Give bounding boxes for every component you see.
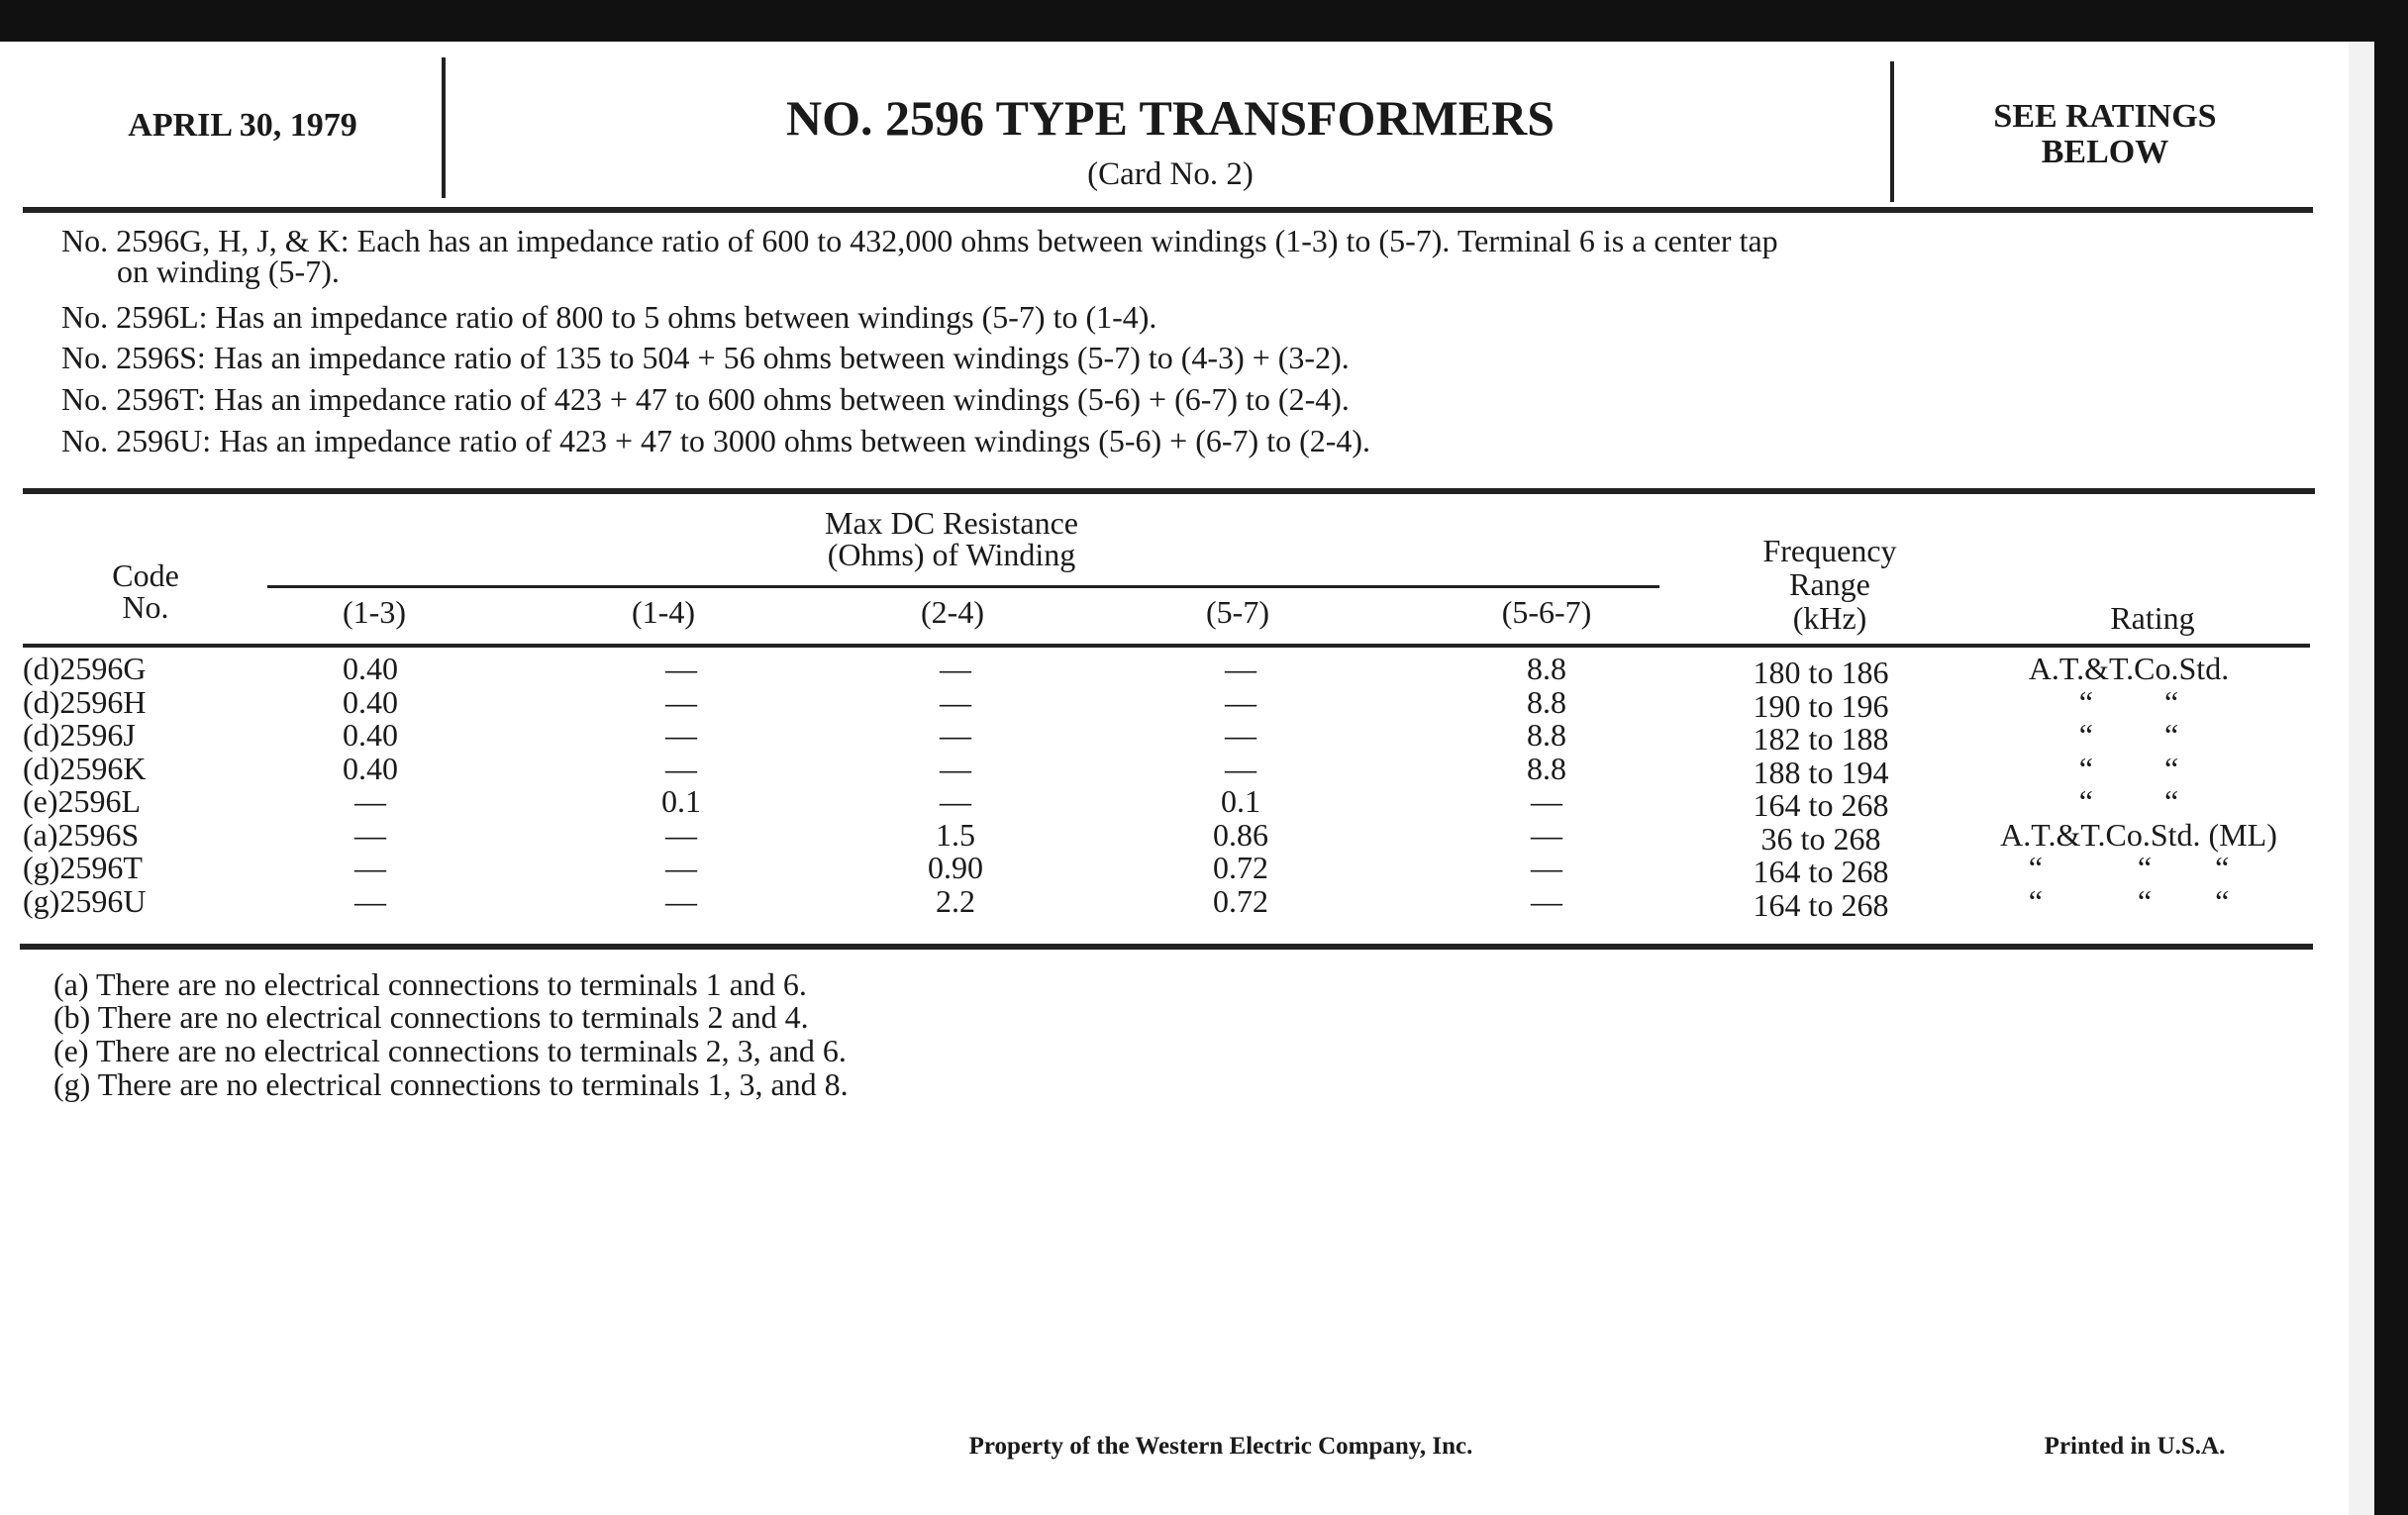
printed-notice: Printed in U.S.A. [2044, 1433, 2226, 1460]
resistance-1-4-cell: — [665, 850, 697, 885]
resistance-5-7-cell: — [1225, 750, 1256, 786]
resistance-5-6-7-cell: 8.8 [1527, 717, 1566, 753]
description-line: No. 2596L: Has an impedance ratio of 800 to 5 ohms between windings (5-7) to (1-4). [61, 299, 1157, 335]
footnote: (e) There are no electrical connections to terminals 2, 3, and 6. [53, 1033, 847, 1068]
frequency-cell: 188 to 194 [1753, 754, 1889, 790]
column-header: (1-3) [343, 594, 406, 630]
frequency-header: Frequency [1762, 533, 1897, 568]
frequency-cell: 164 to 268 [1753, 886, 1889, 923]
column-header: (1-4) [632, 594, 695, 630]
resistance-1-3-cell: 0.40 [343, 683, 398, 720]
code-header: No. [122, 589, 169, 625]
header-divider [442, 57, 446, 198]
code-cell: (d)2596J [23, 717, 136, 753]
resistance-5-6-7-cell: — [1531, 850, 1562, 885]
group-rule [267, 585, 1659, 588]
rating-cell: “ “ [2078, 717, 2179, 753]
resistance-1-4-cell: — [665, 651, 697, 686]
resistance-1-4-cell: — [665, 750, 697, 786]
frequency-cell: 164 to 268 [1753, 854, 1889, 889]
resistance-1-4-cell: — [665, 717, 697, 753]
resistance-5-6-7-cell: — [1531, 783, 1562, 819]
rating-cell: A.T.&T.Co.Std. [2028, 651, 2230, 686]
card-number: (Card No. 2) [1087, 156, 1254, 192]
property-notice: Property of the Western Electric Company, Inc. [968, 1433, 1473, 1460]
code-cell: (g)2596T [23, 850, 143, 885]
section-rule [23, 488, 2315, 494]
header-rule [23, 207, 2313, 213]
scan-border-top [0, 0, 2408, 42]
table-bottom-rule [20, 944, 2313, 950]
resistance-5-6-7-cell: 8.8 [1527, 683, 1566, 720]
resistance-2-4-cell: — [940, 683, 971, 720]
resistance-5-7-cell: 0.72 [1213, 882, 1268, 919]
code-cell: (d)2596K [23, 750, 147, 786]
ratings-note-line: BELOW [2041, 134, 2169, 170]
ratings-note-line: SEE RATINGS [1993, 98, 2217, 135]
resistance-1-3-cell: — [354, 882, 386, 919]
resistance-5-6-7-cell: 8.8 [1527, 651, 1566, 686]
resistance-5-7-cell: — [1225, 717, 1256, 753]
ratings-note [1993, 99, 2216, 170]
rating-cell: “ “ “ [2028, 882, 2230, 919]
resistance-5-7-cell: 0.1 [1221, 783, 1260, 819]
code-cell: (g)2596U [23, 882, 147, 919]
footnote: (a) There are no electrical connections to terminals 1 and 6. [53, 966, 807, 1002]
footnote: (b) There are no electrical connections to terminals 2 and 4. [53, 999, 809, 1035]
column-header: (5-7) [1206, 594, 1269, 630]
resistance-5-6-7-cell: — [1531, 882, 1562, 919]
resistance-1-4-cell: — [665, 882, 697, 919]
footnote: (g) There are no electrical connections to terminals 1, 3, and 8. [53, 1066, 849, 1102]
resistance-5-7-cell: — [1225, 683, 1256, 720]
frequency-cell: 164 to 268 [1753, 787, 1889, 823]
rating-header: Rating [2110, 600, 2195, 636]
description-line: No. 2596T: Has an impedance ratio of 423 + 47 to 600 ohms between windings (5-6) + (6-7) to (2-4). [61, 381, 1350, 417]
resistance-5-7-cell: 0.86 [1213, 816, 1268, 853]
resistance-1-4-cell: — [665, 683, 697, 720]
resistance-5-7-cell: 0.72 [1213, 850, 1268, 885]
frequency-header: Range [1789, 566, 1870, 602]
code-cell: (d)2596H [23, 683, 147, 720]
column-header: (2-4) [921, 594, 984, 630]
scan-edge [2349, 42, 2374, 1515]
description-line: No. 2596U: Has an impedance ratio of 423 + 47 to 3000 ohms between windings (5-6) + (6-7) to (2-4). [61, 423, 1371, 458]
resistance-1-3-cell: 0.40 [343, 651, 398, 686]
rating-cell: “ “ [2078, 783, 2179, 819]
resistance-2-4-cell: — [940, 717, 971, 753]
frequency-cell: 36 to 268 [1760, 820, 1881, 857]
resistance-header: Max DC Resistance [825, 505, 1078, 541]
frequency-cell: 180 to 186 [1753, 655, 1889, 690]
rating-cell: “ “ [2078, 750, 2179, 786]
resistance-1-3-cell: — [354, 783, 386, 819]
rating-cell: “ “ “ [2028, 850, 2230, 885]
description-line: No. 2596G, H, J, & K: Each has an impedance ratio of 600 to 432,000 ohms between windings (1-3) to (5-7). Terminal 6 is a center tap [61, 223, 1778, 258]
resistance-1-3-cell: — [354, 816, 386, 853]
resistance-1-3-cell: 0.40 [343, 750, 398, 786]
resistance-1-3-cell: 0.40 [343, 717, 398, 753]
frequency-header: (kHz) [1792, 600, 1867, 636]
code-cell: (a)2596S [23, 816, 140, 853]
code-header: Code [112, 557, 179, 593]
resistance-2-4-cell: 2.2 [936, 882, 975, 919]
table-header-rule [23, 644, 2310, 648]
card-date: APRIL 30, 1979 [128, 107, 357, 144]
resistance-1-3-cell: — [354, 850, 386, 885]
code-cell: (e)2596L [23, 783, 142, 819]
code-cell: (d)2596G [23, 651, 147, 686]
resistance-2-4-cell: 0.90 [928, 850, 983, 885]
description-line: on winding (5-7). [117, 253, 340, 289]
description-line: No. 2596S: Has an impedance ratio of 135 to 504 + 56 ohms between windings (5-7) to (4-3) + (3-2). [61, 340, 1350, 375]
frequency-cell: 182 to 188 [1753, 721, 1889, 757]
resistance-2-4-cell: — [940, 783, 971, 819]
resistance-2-4-cell: — [940, 750, 971, 786]
resistance-5-6-7-cell: 8.8 [1527, 750, 1566, 786]
rating-cell: “ “ [2078, 683, 2179, 720]
resistance-1-4-cell: 0.1 [661, 783, 701, 819]
resistance-header: (Ohms) of Winding [827, 537, 1076, 572]
frequency-cell: 190 to 196 [1753, 687, 1889, 724]
resistance-5-6-7-cell: — [1531, 816, 1562, 853]
page-title: NO. 2596 TYPE TRANSFORMERS [785, 90, 1555, 146]
resistance-2-4-cell: — [940, 651, 971, 686]
column-header: (5-6-7) [1501, 594, 1592, 630]
scan-border-right [2374, 0, 2408, 1515]
resistance-2-4-cell: 1.5 [936, 816, 975, 853]
rating-cell: A.T.&T.Co.Std. (ML) [2000, 816, 2277, 853]
resistance-1-4-cell: — [665, 816, 697, 853]
resistance-5-7-cell: — [1225, 651, 1256, 686]
header-divider [1890, 61, 1894, 202]
